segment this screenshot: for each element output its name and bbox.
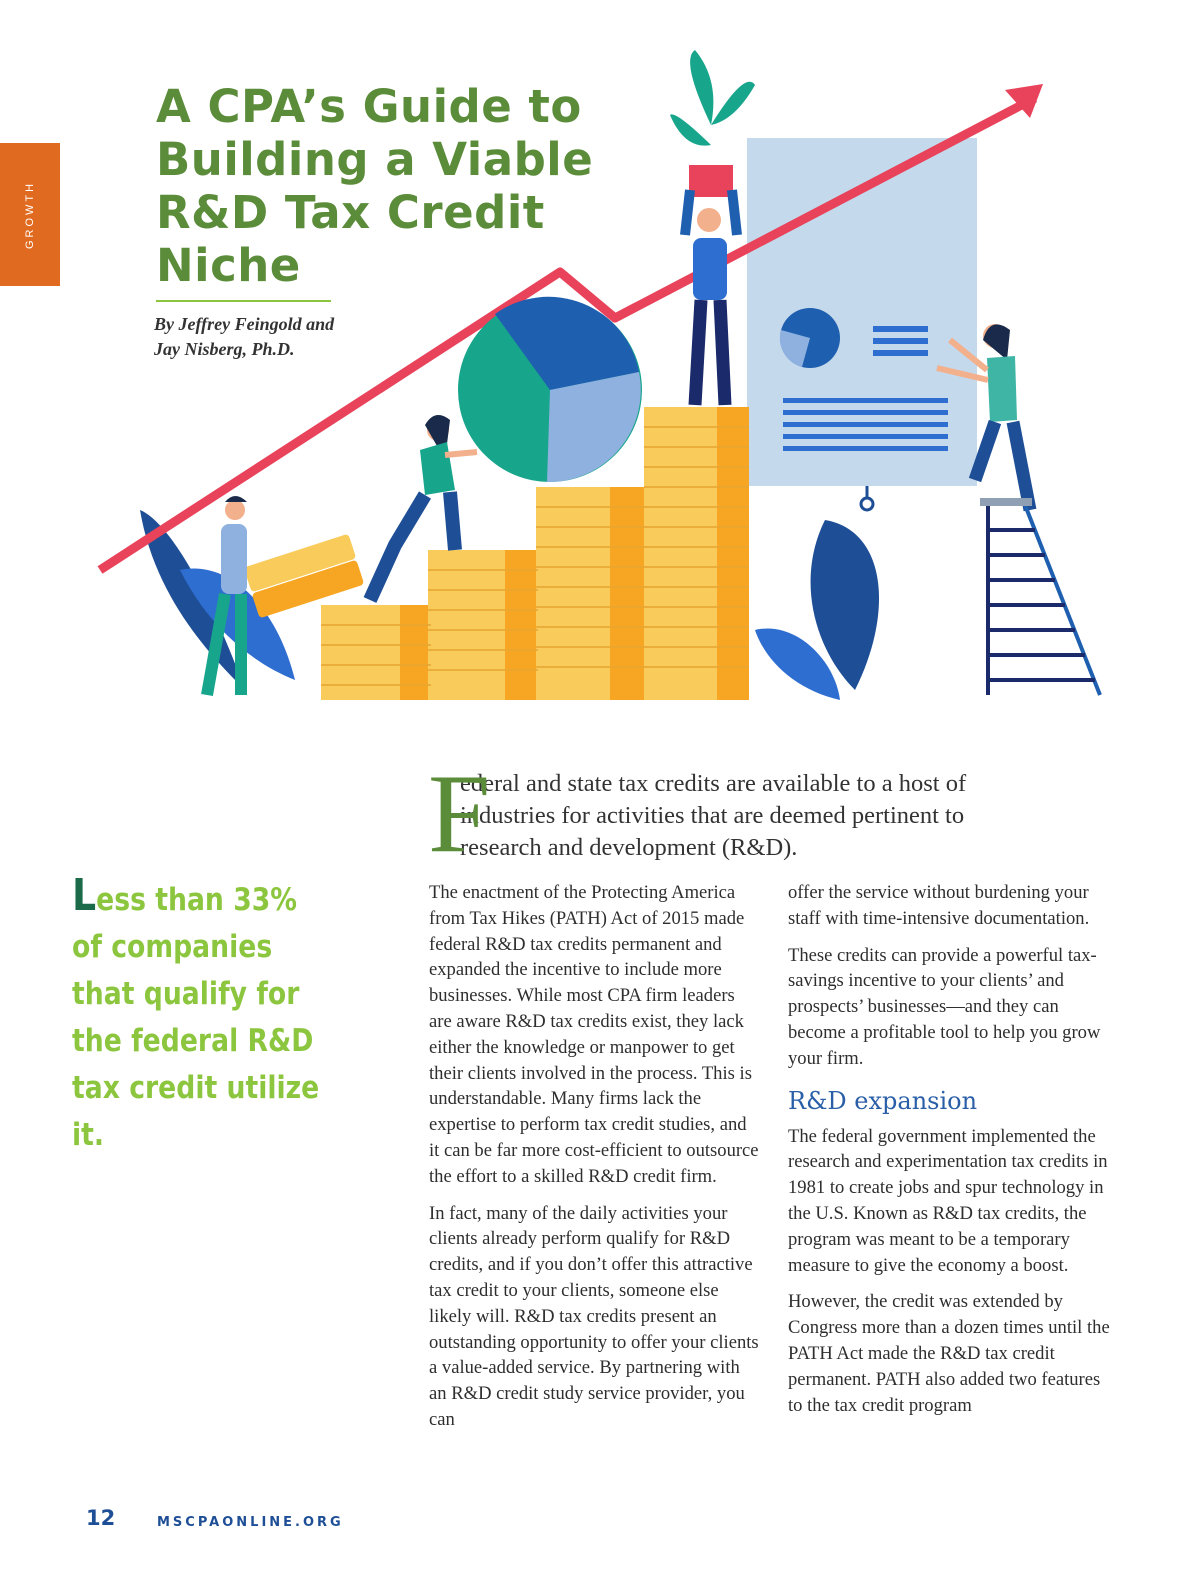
body-column-right	[788, 880, 1118, 1429]
pull-quote	[72, 872, 330, 1159]
body-paragraph: The federal government implemented the research and experimentation tax credits in 1981 to create jobs and spur technology in the U.S. Known as R&D tax credits, the program was meant to be a temporary measure to give the economy a boost.	[788, 1125, 1108, 1276]
section-tab-label: GROWTH	[24, 180, 37, 249]
person-holding-plant	[670, 50, 755, 405]
body-column-left	[429, 880, 759, 1444]
board-pie-icon	[780, 308, 840, 368]
section-subhead: R&D expansion	[788, 1086, 978, 1115]
section-tab	[0, 143, 60, 286]
title-rule	[156, 300, 331, 302]
byline	[154, 312, 384, 362]
pull-quote-initial: L	[72, 870, 97, 921]
big-pie-chart	[458, 297, 642, 482]
body-paragraph: These credits can provide a powerful tax-savings incentive to your clients’ and prospects’ businesses—and they can become a profitable tool to help you grow your firm.	[788, 944, 1101, 1069]
article-title: A CPA’s Guide to Building a Viable R&D Tax Credit Niche	[156, 80, 594, 292]
body-paragraph: offer the service without burdening your staff with time-intensive documentation.	[788, 882, 1090, 929]
body-paragraph: The enactment of the Protecting America from Tax Hikes (PATH) Act of 2015 made federal R&D tax credits permanent and expanded the incentive to include more businesses. While most CPA firm leaders are aware R&D tax credits exist, they lack either the knowledge or manpower to get their clients involved in the process. This is understandable. Many firms lack the expertise to perform tax credit studies, and it can be far more cost-efficient to outsource the effort to a skilled R&D credit firm.	[429, 882, 759, 1187]
ladder	[980, 498, 1100, 695]
body-paragraph: However, the credit was extended by Congress more than a dozen times until the PATH Act made the R&D tax credit permanent. PATH also added two features to the tax credit program	[788, 1291, 1110, 1416]
board-stand-knob	[861, 498, 873, 510]
byline-line-1: By Jeffrey Feingold and	[154, 314, 335, 334]
body-paragraph: In fact, many of the daily activities your clients already perform qualify for R&D credits, and if you don’t offer this attractive tax credit to your clients, someone else likely will. R&D tax credits present an outstanding opportunity to offer your clients a value-added service. By partnering with an R&D credit study service provider, you can	[429, 1202, 759, 1430]
footer-site-link[interactable]: MSCPAONLINE.ORG	[157, 1515, 344, 1530]
drop-cap: F	[428, 752, 491, 876]
lead-paragraph	[428, 752, 988, 876]
pull-quote-text: ess than 33% of companies that qualify for the federal R&D tax credit utilize it.	[72, 882, 320, 1153]
page-number: 12	[86, 1506, 116, 1530]
byline-line-2: Jay Nisberg, Ph.D.	[154, 339, 295, 359]
lead-text: ederal and state tax credits are available to a host of industries for activities that are deemed pertinent to research and development (R&D).	[460, 770, 967, 861]
